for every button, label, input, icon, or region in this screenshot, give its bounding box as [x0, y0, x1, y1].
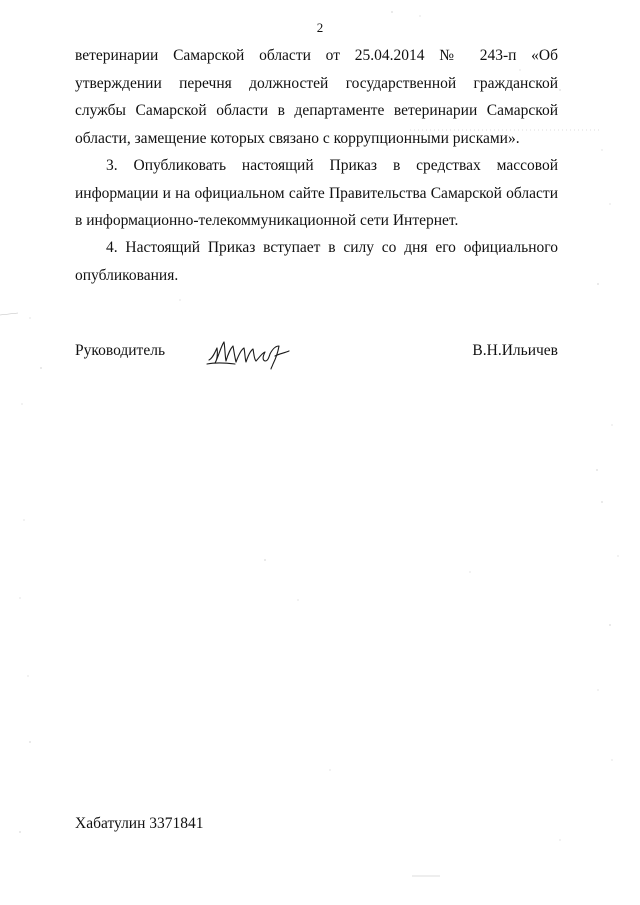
handwritten-signature: [205, 334, 295, 370]
page-number: 2: [316, 20, 324, 35]
paragraph-continued: ветеринарии Самарской области от 25.04.2014 № 243-п «Об утверждении перечня должностей государственной гражданской службы Самарской области в департаменте ветеринарии Самарской области, замещение которых связано с коррупционными рисками».: [75, 47, 558, 147]
signatory-title: Руководитель: [75, 342, 166, 359]
paragraph-3: 3. Опубликовать настоящий Приказ в средствах массовой информации и на официальном сайте Правительства Самарской области в информационно-телекоммуникационной сети Интернет.: [75, 157, 558, 229]
paragraph-4: 4. Настоящий Приказ вступает в силу со дня его официального опубликования.: [75, 239, 558, 284]
executor-info: Хабатулин 3371841: [75, 815, 204, 832]
signatory-name: В.Н.Ильичев: [472, 342, 558, 359]
signature-block: [75, 342, 558, 372]
